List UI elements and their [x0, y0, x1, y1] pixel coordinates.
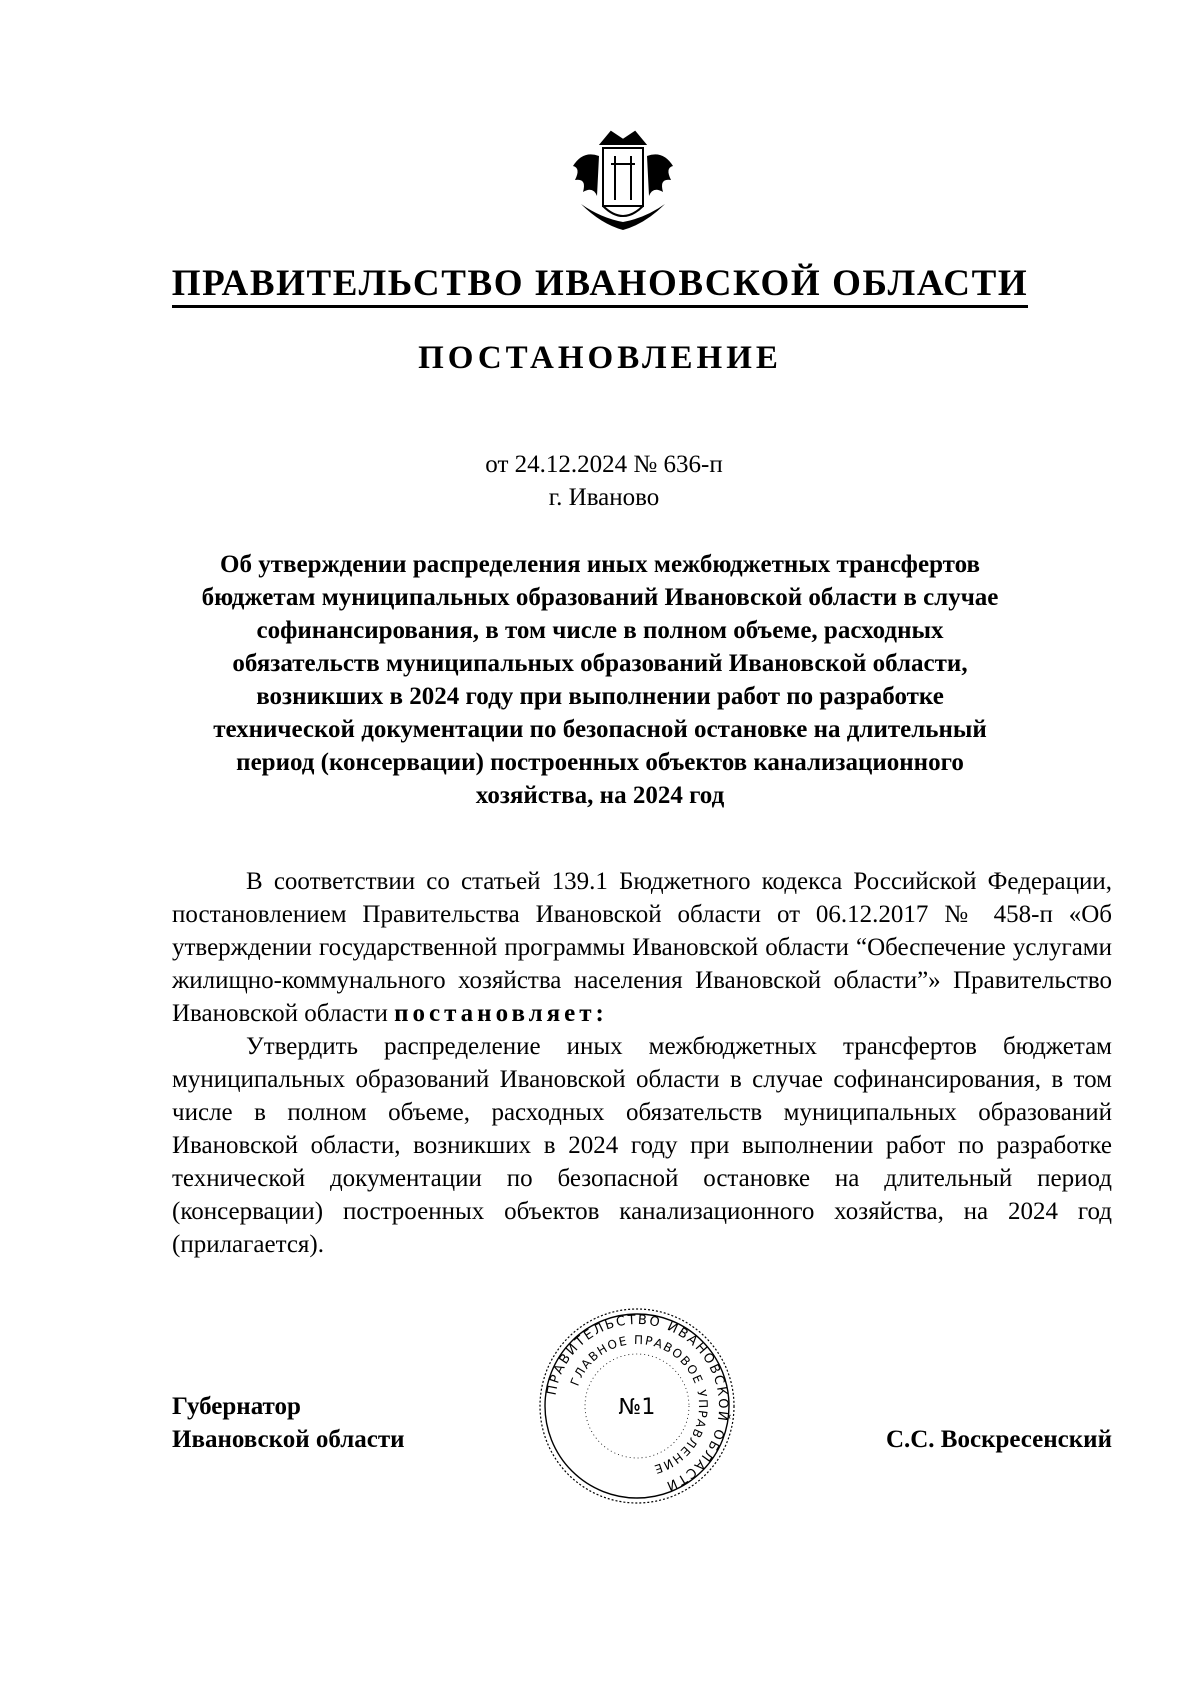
svg-text:№1: №1 — [618, 1395, 656, 1420]
date-number: от 24.12.2024 № 636-п — [485, 451, 723, 478]
official-stamp-icon — [537, 1306, 737, 1506]
document-type: ПОСТАНОВЛЕНИЕ — [418, 340, 782, 376]
subject-line: период (консервации) построенных объектов канализационного — [236, 749, 964, 776]
government-title: ПРАВИТЕЛЬСТВО ИВАНОВСКОЙ ОБЛАСТИ — [0, 262, 1200, 305]
resolution-paragraph: Утвердить распределение иных межбюджетных трансфертов бюджетам муниципальных образований Ивановской области в случае софинансирования, в том числе в полном объеме, расходных обязательств муниципальных образований Ивановской области, возникших в 2024 году при выполнении работ по разработке технической документации по безопасной остановке на длительный период (консервации) построенных объектов канализационного хозяйства, на 2024 год (прилагается). — [172, 1033, 1112, 1258]
svg-text:ГЛАВНОЕ ПРАВОВОЕ УПРАВЛЕНИЕ: ГЛАВНОЕ ПРАВОВОЕ УПРАВЛЕНИЕ — [567, 1332, 711, 1477]
signatory-name: С.С. Воскресенский — [885, 1426, 1112, 1453]
subject-line: обязательств муниципальных образований Ивановской области, — [232, 650, 968, 677]
city: г. Иваново — [548, 484, 660, 511]
date-number-block — [0, 448, 1200, 514]
signatory-position — [172, 1390, 405, 1456]
subject-line: хозяйства, на 2024 год — [475, 782, 725, 809]
preamble-paragraph — [172, 865, 1112, 1030]
resolution-keyword: постановляет: — [394, 1000, 608, 1027]
svg-text:ПРАВИТЕЛЬСТВО ИВАНОВСКОЙ ОБЛАС: ПРАВИТЕЛЬСТВО ИВАНОВСКОЙ ОБЛАСТИ — [544, 1312, 731, 1494]
position-line: Ивановской области — [172, 1426, 405, 1453]
document-subject — [170, 548, 1030, 812]
subject-line: Об утверждении распределения иных межбюджетных трансфертов — [220, 551, 980, 578]
subject-line: технической документации по безопасной остановке на длительный — [213, 716, 987, 743]
subject-line: бюджетам муниципальных образований Ивановской области в случае — [201, 584, 999, 611]
subject-line: возникших в 2024 году при выполнении работ по разработке — [256, 683, 944, 710]
position-line: Губернатор — [172, 1393, 301, 1420]
coat-of-arms-icon — [561, 126, 685, 236]
document-body — [172, 865, 1112, 1261]
subject-line: софинансирования, в том числе в полном объеме, расходных — [256, 617, 944, 644]
preamble-text: В соответствии со статьей 139.1 Бюджетного кодекса Российской Федерации, постановлением Правительства Ивановской области от 06.12.2017 № 458-п «Об утверждении государственной программы Ивановской области “Обеспечение услугами жилищно-коммунального хозяйства населения Ивановской области”» Правительство Ивановской области — [172, 868, 1112, 1027]
